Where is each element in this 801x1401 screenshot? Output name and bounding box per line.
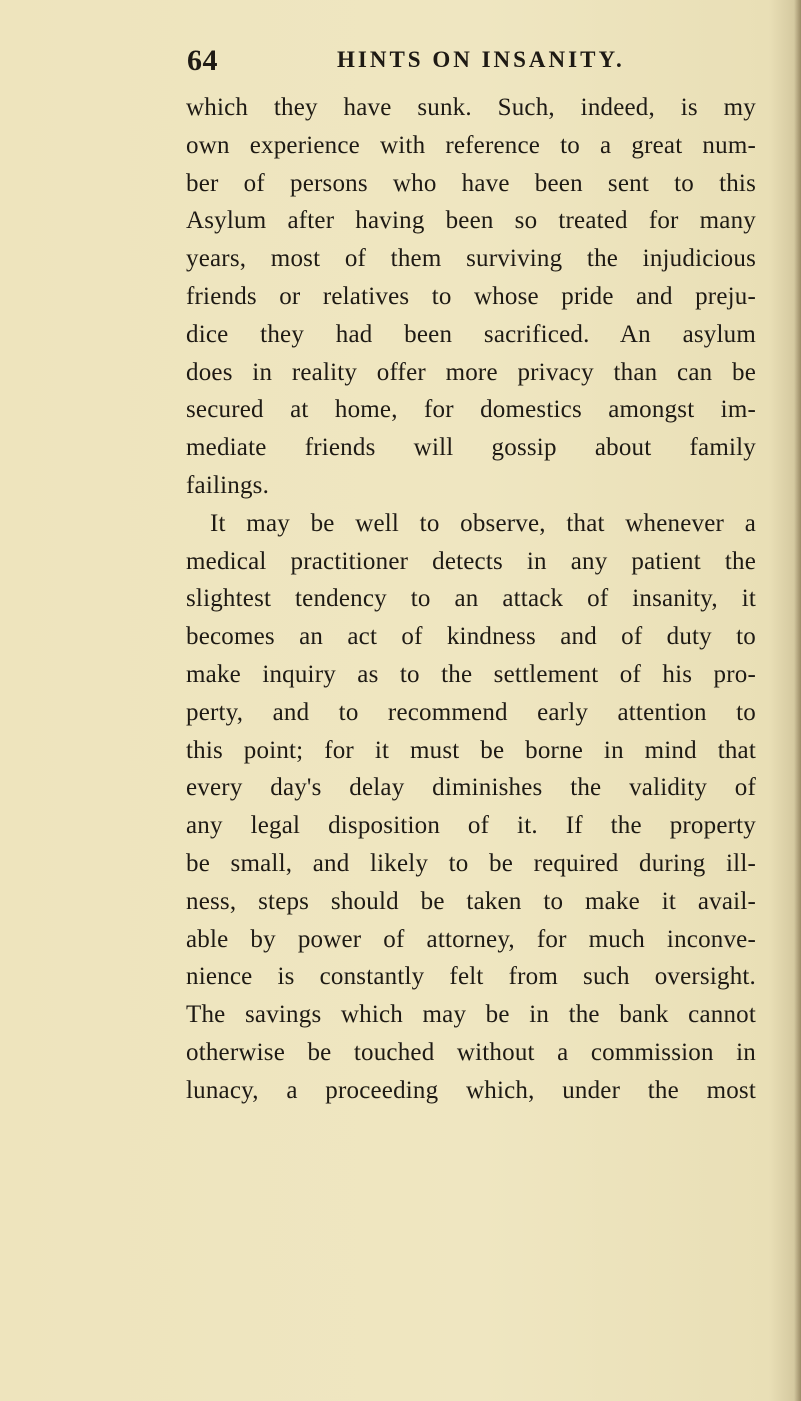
text-line: which they have sunk. Such, indeed, is my: [186, 94, 756, 121]
text-line: slightest tendency to an attack of insanity, it: [186, 585, 756, 613]
text-line: make inquiry as to the settlement of his pro-: [186, 660, 756, 688]
text-line: The savings which may be in the bank cannot: [186, 1001, 756, 1029]
text-line: secured at home, for domestics amongst im-: [186, 396, 756, 424]
text-line: this point; for it must be borne in mind that: [186, 736, 756, 764]
text-line: It may be well to observe, that whenever a: [210, 509, 756, 537]
page-edge-shadow: [794, 0, 801, 1401]
text-line: any legal disposition of it. If the property: [186, 812, 756, 840]
text-line: be small, and likely to be required during ill-: [186, 849, 756, 877]
text-line: friends or relatives to whose pride and preju-: [186, 282, 756, 310]
text-line: own experience with reference to a great num-: [186, 131, 756, 159]
body-text: [186, 89, 756, 1110]
text-line: failings.: [186, 471, 270, 499]
text-line: ber of persons who have been sent to this: [186, 169, 756, 197]
text-line: dice they had been sacrificed. An asylum: [186, 320, 756, 348]
text-line: medical practitioner detects in any patient the: [186, 547, 756, 575]
text-line: Asylum after having been so treated for many: [186, 207, 756, 235]
text-line: perty, and to recommend early attention to: [186, 698, 756, 726]
text-line: every day's delay diminishes the validity of: [186, 774, 756, 802]
page-header: [187, 44, 687, 80]
text-line: ness, steps should be taken to make it avail-: [186, 887, 756, 915]
text-line: becomes an act of kindness and of duty to: [186, 623, 756, 651]
text-line: does in reality offer more privacy than can be: [186, 358, 756, 386]
text-line: able by power of attorney, for much inconve-: [186, 925, 756, 953]
text-line: years, most of them surviving the injudicious: [186, 245, 756, 273]
text-line: lunacy, a proceeding which, under the most: [186, 1076, 756, 1104]
running-head: HINTS ON INSANITY.: [337, 47, 625, 72]
text-line: mediate friends will gossip about family: [186, 434, 756, 462]
text-line: otherwise be touched without a commission in: [186, 1038, 756, 1066]
page-number: 64: [187, 44, 218, 77]
text-line: nience is constantly felt from such oversight.: [186, 963, 756, 991]
